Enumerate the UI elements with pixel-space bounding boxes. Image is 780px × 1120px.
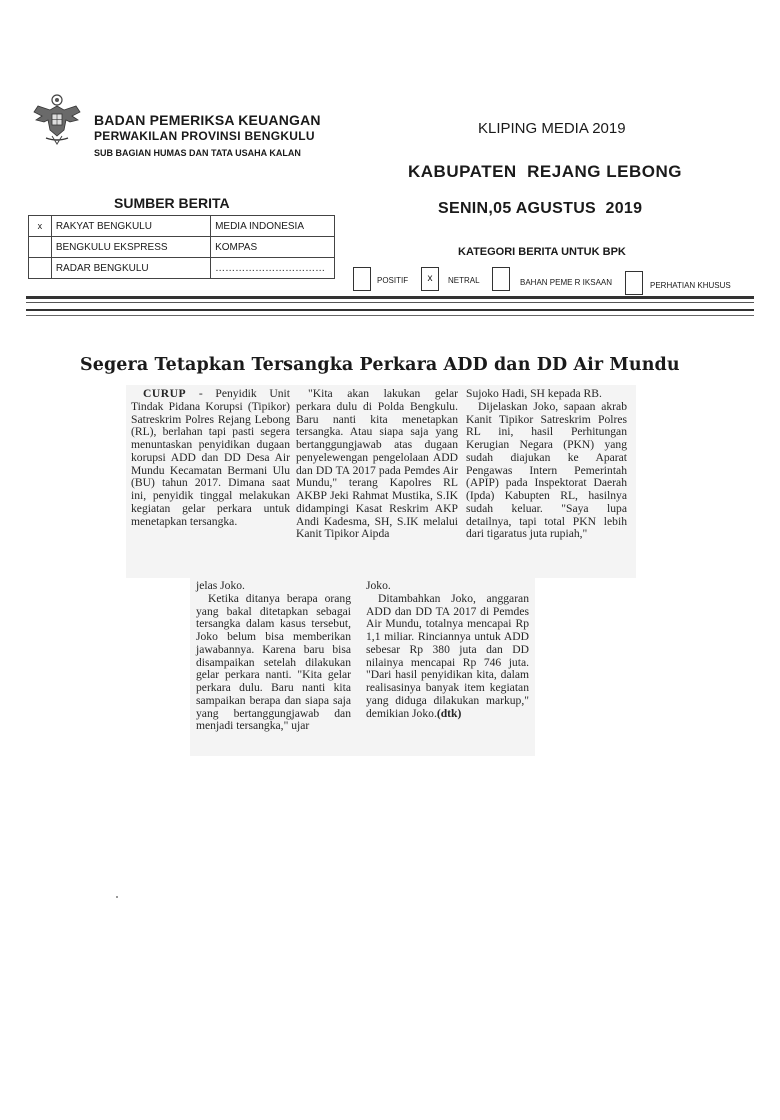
article-text: - Penyidik Unit Tindak Pidana Korupsi (Tipikor) Satreskrim Polres Rejang Lebong (RL), berlahan tapi pasti segera menuntaskan penyidikan dugaan korupsi ADD dan DD Desa Air Mundu Kecamatan Bermani Ulu (BU) tahun 2017. Dimana saat ini, penyidik tinggal melakukan kegiatan gelar perkara untuk menetapkan tersangka. <box>131 387 290 528</box>
category-label: NETRAL <box>448 276 480 285</box>
article-text: Dijelaskan Joko, sapaan akrab Kanit Tipikor Satreskrim Polres RL ini, hasil Perhitungan Kerugian Negara (PKN) yang sudah diajukan ke Aparat Pengawas Intern Pemerintah (APIP) pada Inspektorat Daerah (Ipda) Kabupten RL, hasilnya sudah keluar. "Saya lupa detailnya, tapi total PKN lebih dari tigaratus juta rupiah," <box>466 399 627 541</box>
divider <box>26 315 754 316</box>
sumber-berita-title: SUMBER BERITA <box>114 195 230 211</box>
article-text: Ketika ditanya berapa orang yang bakal ditetapkan sebagai tersangka dalam kasus tersebut, Joko belum bisa memberikan jawabannya. Karena baru bisa disampaikan setelah dilakukan gelar perkara nanti. "Kita gelar perkara dulu. Baru nanti kita sampaikan berapa dan siapa saja yang bertanggungjawab dan menjadi tersangka," ujar <box>196 591 351 733</box>
divider <box>26 296 754 299</box>
kliping-title: KLIPING MEDIA 2019 <box>478 120 626 137</box>
article-text: "Kita akan lakukan gelar perkara dulu di Polda Bengkulu. Baru nanti kita menetapkan tersangka. Atau siapa saja yang bertanggungjawab atas dugaan penyelewengan pengelolaan ADD dan DD TA 2017 pada Pemdes Air Mundu," terang Kapolres RL AKBP Jeki Rahmat Mustika, S.IK didampingi Kasat Reskrim AKP Andi Kadesma, SH, S.IK melalui Kanit Tipikor Aipda <box>296 387 458 541</box>
source-name: RADAR BENGKULU <box>51 258 210 279</box>
source-mark <box>29 258 52 279</box>
article-column-4 <box>196 580 351 733</box>
article-column-5 <box>366 580 529 720</box>
article-column-3 <box>466 388 627 541</box>
article-headline: Segera Tetapkan Tersangka Perkara ADD dan DD Air Mundu <box>80 355 680 375</box>
table-row <box>29 258 335 279</box>
source-name: MEDIA INDONESIA <box>211 216 335 237</box>
sumber-berita-table <box>28 215 335 279</box>
article-dateline: CURUP <box>143 387 187 400</box>
source-mark: x <box>29 216 52 237</box>
source-name: KOMPAS <box>211 237 335 258</box>
category-checkbox-netral: x <box>421 267 439 291</box>
divider <box>26 302 754 303</box>
article-column-2 <box>296 388 458 541</box>
source-name: BENGKULU EKSPRESS <box>51 237 210 258</box>
category-checkbox-bahan-pemeriksaan <box>492 267 510 291</box>
article-text: Joko. <box>366 579 391 592</box>
article-text: Ditambahkan Joko, anggaran ADD dan DD TA 2017 di Pemdes Air Mundu, totalnya mencapai Rp 1,1 miliar. Rinciannya untuk ADD sebesar Rp 380 juta dan DD nilainya mencapai Rp 746 juta. "Dari hasil penyidikan kita, dalam realisasinya banyak item kegiatan yang diduga dilakukan markup," demikian Joko. <box>366 591 529 720</box>
article-text: jelas Joko. <box>196 579 245 592</box>
article-column-1 <box>131 388 290 528</box>
source-name: RAKYAT BENGKULU <box>51 216 210 237</box>
category-label: PERHATIAN KHUSUS <box>650 281 731 290</box>
article-credit: (dtk) <box>436 706 462 720</box>
org-name: BADAN PEMERIKSA KEUANGAN <box>94 112 321 128</box>
divider <box>26 309 754 311</box>
org-subdivision: SUB BAGIAN HUMAS DAN TATA USAHA KALAN <box>94 148 301 158</box>
kategori-title: KATEGORI BERITA UNTUK BPK <box>458 246 626 258</box>
source-mark <box>29 237 52 258</box>
category-label: BAHAN PEME R IKSAAN <box>520 278 613 287</box>
org-branch: PERWAKILAN PROVINSI BENGKULU <box>94 129 315 143</box>
category-checkbox-perhatian-khusus <box>625 271 643 295</box>
bpk-emblem-logo <box>30 90 84 146</box>
article-text: Sujoko Hadi, SH kepada RB. <box>466 387 602 400</box>
source-name: …………………………… <box>211 258 335 279</box>
region-title: KABUPATEN REJANG LEBONG <box>408 162 682 181</box>
table-row <box>29 237 335 258</box>
category-checkbox-positif <box>353 267 371 291</box>
table-row <box>29 216 335 237</box>
clipping-date: SENIN,05 AGUSTUS 2019 <box>438 200 643 217</box>
scan-speck <box>116 896 118 898</box>
category-label: POSITIF <box>377 276 409 285</box>
